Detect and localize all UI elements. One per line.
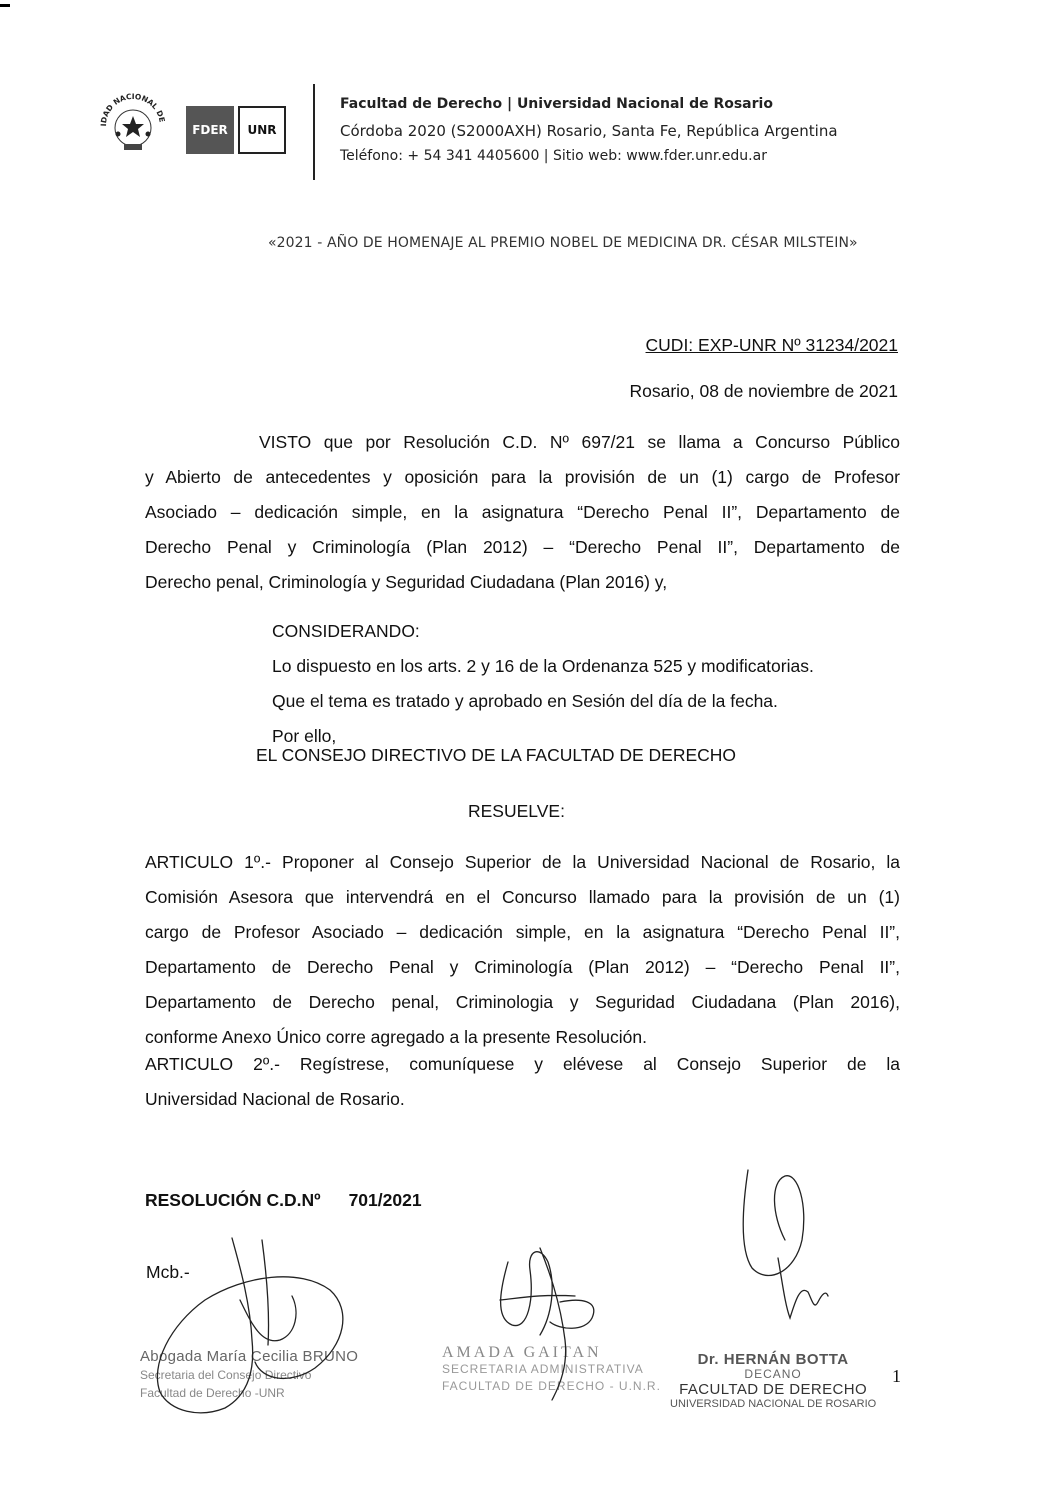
visto-paragraph bbox=[145, 425, 900, 600]
visto-line: Derecho penal, Criminología y Seguridad Ciudadana (Plan 2016) y, bbox=[145, 572, 668, 592]
visto-line: Derecho Penal y Criminología (Plan 2012) – “Derecho Penal II”, Departamento de bbox=[145, 537, 900, 557]
fder-logo: FDER bbox=[186, 106, 234, 154]
articulo-line: ARTICULO 1º.- Proponer al Consejo Superior de la Universidad Nacional de Rosario, la bbox=[145, 852, 900, 872]
considerando-line: Por ello, bbox=[272, 726, 337, 746]
page-number: 1 bbox=[892, 1366, 901, 1386]
visto-line: VISTO que por Resolución C.D. Nº 697/21 se llama a Concurso Público bbox=[259, 432, 900, 452]
considerando-line: Lo dispuesto en los arts. 2 y 16 de la Ordenanza 525 y modificatorias. bbox=[272, 656, 814, 676]
signature-stamp-botta bbox=[670, 1352, 876, 1412]
visto-line: y Abierto de antecedentes y oposición para la provisión de un (1) cargo de Profesor bbox=[145, 467, 900, 487]
signer-org: Facultad de Derecho -UNR bbox=[140, 1386, 285, 1400]
signer-org: FACULTAD DE DERECHO - U.N.R. bbox=[442, 1379, 661, 1393]
resolution-number bbox=[145, 1190, 422, 1211]
resolution-value: 701/2021 bbox=[348, 1190, 422, 1210]
seal-text: IDAD NACIONAL DE bbox=[98, 91, 167, 127]
signer-org: FACULTAD DE DERECHO bbox=[679, 1381, 868, 1398]
unr-logo: UNR bbox=[238, 106, 286, 154]
resuelve-heading: RESUELVE: bbox=[468, 801, 565, 821]
articulo-line: conforme Anexo Único corre agregado a la presente Resolución. bbox=[145, 1027, 647, 1047]
considerando-block bbox=[272, 614, 814, 754]
document-date: Rosario, 08 de noviembre de 2021 bbox=[629, 381, 898, 401]
resolution-label: RESOLUCIÓN C.D.Nº bbox=[145, 1190, 321, 1210]
signer-university: UNIVERSIDAD NACIONAL DE ROSARIO bbox=[670, 1398, 877, 1410]
institution-address: Córdoba 2020 (S2000AXH) Rosario, Santa Fe, República Argentina bbox=[340, 122, 838, 140]
year-motto: «2021 - AÑO DE HOMENAJE AL PREMIO NOBEL DE MEDICINA DR. CÉSAR MILSTEIN» bbox=[268, 235, 858, 251]
unr-seal-logo bbox=[96, 86, 170, 162]
signature-stamp-bruno bbox=[140, 1348, 358, 1402]
articulo-1 bbox=[145, 845, 900, 1055]
signer-name: Abogada María Cecilia BRUNO bbox=[140, 1348, 359, 1365]
considerando-line: Que el tema es tratado y aprobado en Sesión del día de la fecha. bbox=[272, 691, 778, 711]
institution-contact: Teléfono: + 54 341 4405600 | Sitio web: www.fder.unr.edu.ar bbox=[340, 148, 767, 164]
cudi-reference: CUDI: EXP-UNR Nº 31234/2021 bbox=[645, 335, 898, 355]
signature-botta-scribble bbox=[743, 1170, 828, 1318]
articulo-2 bbox=[145, 1047, 900, 1117]
articulo-line: Departamento de Derecho Penal y Criminología (Plan 2012) – “Derecho Penal II”, bbox=[145, 957, 900, 977]
articulo-line: cargo de Profesor Asociado – dedicación simple, en la asignatura “Derecho Penal II”, bbox=[145, 922, 900, 942]
articulo-line: ARTICULO 2º.- Regístrese, comuníquese y elévese al Consejo Superior de la bbox=[145, 1054, 900, 1074]
articulo-line: Universidad Nacional de Rosario. bbox=[145, 1089, 405, 1109]
signer-role: SECRETARIA ADMINISTRATIVA bbox=[442, 1362, 644, 1376]
initials: Mcb.- bbox=[146, 1262, 190, 1282]
signer-role: DECANO bbox=[744, 1367, 802, 1381]
signature-stamp-gaitan bbox=[442, 1344, 661, 1395]
header-divider bbox=[313, 84, 315, 180]
scan-corner-mark bbox=[0, 4, 10, 7]
visto-line: Asociado – dedicación simple, en la asignatura “Derecho Penal II”, Departamento de bbox=[145, 502, 900, 522]
signer-name: Dr. HERNÁN BOTTA bbox=[697, 1351, 849, 1368]
signer-name: AMADA GAITAN bbox=[442, 1344, 602, 1361]
considerando-heading: CONSIDERANDO: bbox=[272, 621, 420, 641]
consejo-heading: EL CONSEJO DIRECTIVO DE LA FACULTAD DE DERECHO bbox=[256, 745, 737, 765]
articulo-line: Departamento de Derecho penal, Criminologia y Seguridad Ciudadana (Plan 2016), bbox=[145, 992, 900, 1012]
institution-name: Facultad de Derecho | Universidad Nacional de Rosario bbox=[340, 96, 773, 112]
signer-role: Secretaria del Consejo Directivo bbox=[140, 1368, 312, 1382]
articulo-line: Comisión Asesora que intervendrá en el Concurso llamado para la provisión de un (1) bbox=[145, 887, 900, 907]
